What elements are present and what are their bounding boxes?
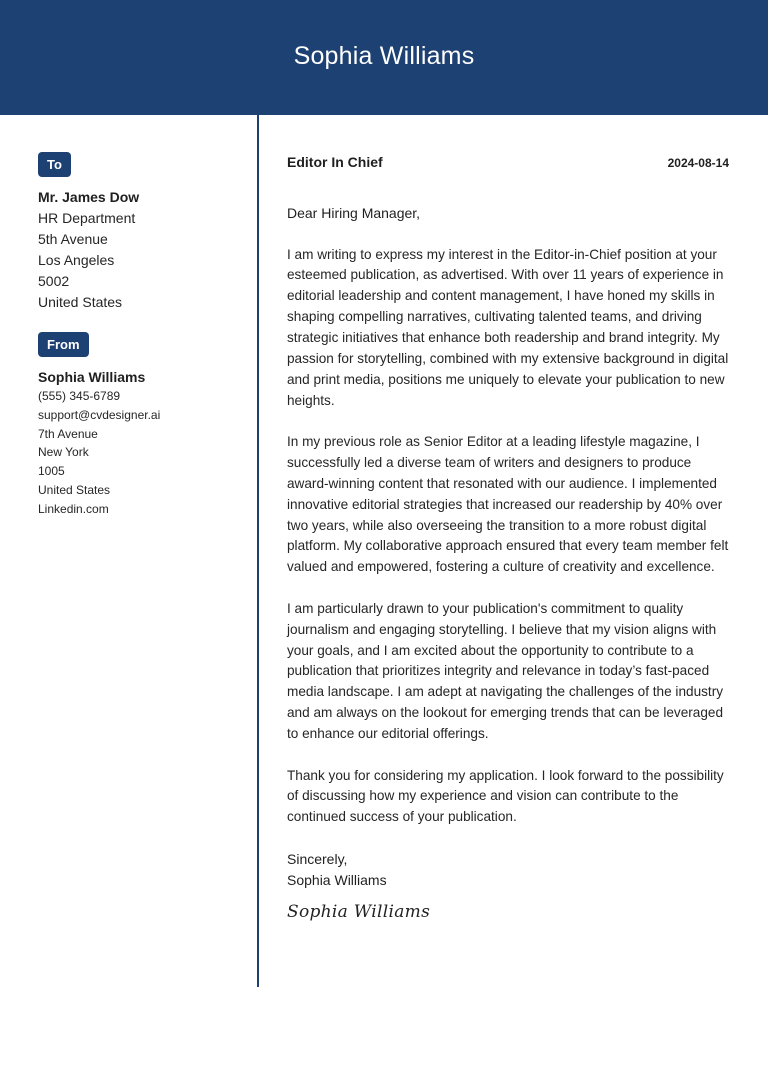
letter-date: 2024-08-14 [667, 156, 729, 170]
sender-street: 7th Avenue [38, 426, 98, 441]
sender-linkedin: Linkedin.com [38, 501, 109, 516]
recipient-country: United States [38, 294, 123, 310]
recipient-block [38, 187, 243, 313]
sender-phone: (555) 345-6789 [38, 389, 121, 403]
closing-salutation: Sincerely, [287, 850, 348, 867]
recipient-postcode: 5002 [38, 273, 70, 289]
recipient-city: Los Angeles [38, 252, 115, 268]
sender-email: support@cvdesigner.ai [38, 407, 161, 422]
paragraph-thanks: Thank you for considering my application. I look forward to the possibility of discussing how my experience and vision can contribute to the continued success of your publication. [287, 767, 724, 825]
closing-name: Sophia Williams [287, 871, 387, 888]
letter-body [287, 154, 729, 922]
paragraph-motivation: I am particularly drawn to your publication's commitment to quality journalism and engaging storytelling. I believe that my vision aligns with your goals, and I am excited about the opportunity to contribute to a publication that prioritizes integrity and relevance in today’s fast-paced media landscape. I am adept at navigating the challenges of the industry and am always on the lookout for emerging trends that can be leveraged to enhance our editorial offerings. [287, 600, 724, 741]
sidebar [38, 152, 243, 519]
from-badge: From [38, 332, 89, 357]
sender-name: Sophia Williams [38, 369, 146, 385]
recipient-name: Mr. James Dow [38, 189, 140, 205]
recipient-department: HR Department [38, 210, 136, 226]
sender-city: New York [38, 445, 89, 460]
to-badge: To [38, 152, 71, 177]
sender-country: United States [38, 482, 111, 497]
sender-postcode: 1005 [38, 464, 65, 479]
letter-heading-row [287, 154, 729, 174]
sender-block [38, 367, 243, 519]
paragraph-experience: In my previous role as Senior Editor at a leading lifestyle magazine, I successfully led a diverse team of writers and designers to produce award-winning content that resonated with our audience. I implemented innovative editorial strategies that increased our readership by 40% over two years, while also overseeing the transition to a more robust digital platform. My collaborative approach ensured that every team member felt valued and empowered, fostering a culture of creativity and excellence. [287, 434, 729, 575]
recipient-street: 5th Avenue [38, 231, 108, 247]
header-banner [0, 0, 768, 115]
position-title: Editor In Chief [287, 154, 383, 170]
column-divider [257, 115, 259, 987]
closing-block [287, 849, 729, 891]
paragraph-intro: I am writing to express my interest in the Editor-in-Chief position at your esteemed publication, as advertised. With over 11 years of experience in editorial leadership and content management, I have honed my skills in shaping compelling narratives, cultivating talented teams, and driving strategic initiatives that enhance both readership and brand integrity. My passion for storytelling, combined with my extensive background in digital and print media, positions me uniquely to elevate your publication to new heights. [287, 246, 729, 408]
greeting: Dear Hiring Manager, [287, 205, 421, 221]
handwritten-signature: Sophia Williams [287, 901, 431, 922]
applicant-name: Sophia Williams [293, 42, 475, 70]
